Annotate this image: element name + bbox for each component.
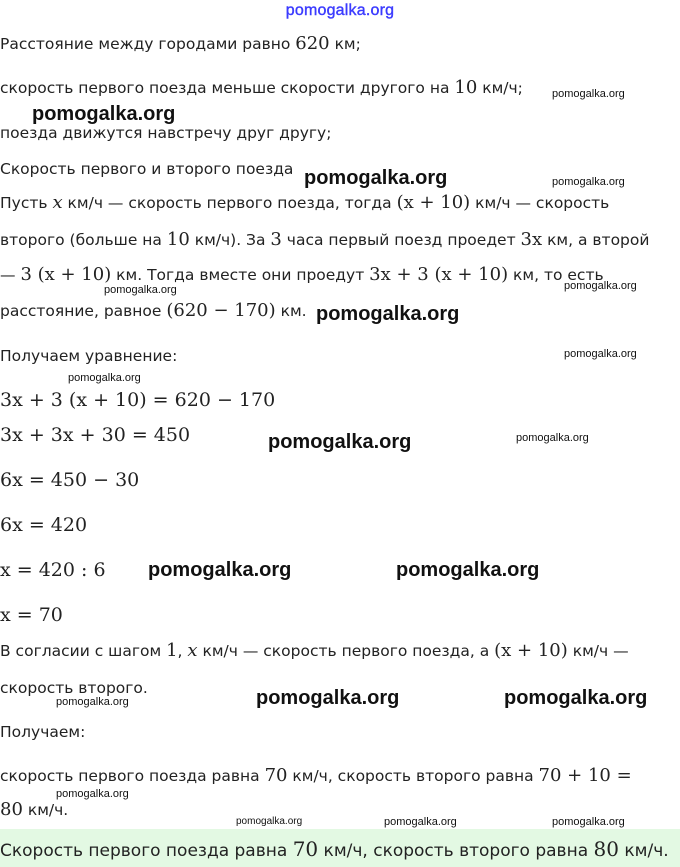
watermark: pomogalka.org <box>504 687 648 709</box>
equation-intro: Получаем уравнение: <box>0 347 178 365</box>
equation-step-5: x = 420 : 6 <box>0 559 106 581</box>
conclusion-line-5: 80 км/ч. <box>0 799 69 820</box>
watermark: pomogalka.org <box>384 816 457 828</box>
watermark: pomogalka.org <box>564 348 637 360</box>
watermark: pomogalka.org <box>104 284 177 296</box>
condition-direction: поезда движутся навстречу друг другу; <box>0 124 332 142</box>
watermark: pomogalka.org <box>564 280 637 292</box>
watermark-header: pomogalka.org <box>285 2 395 19</box>
conclusion-line-2: скорость второго. <box>0 679 148 697</box>
watermark: pomogalka.org <box>56 696 129 708</box>
reasoning-line-1: Пусть x км/ч — скорость первого поезда, тогда (x + 10) км/ч — скорость <box>0 192 610 213</box>
watermark: pomogalka.org <box>68 372 141 384</box>
equation-step-3: 6x = 450 − 30 <box>0 469 140 491</box>
equation-step-2: 3x + 3x + 30 = 450 <box>0 424 191 446</box>
watermark: pomogalka.org <box>552 88 625 100</box>
condition-question: Скорость первого и второго поезда <box>0 160 294 178</box>
watermark: pomogalka.org <box>256 687 400 709</box>
equation-step-1: 3x + 3 (x + 10) = 620 − 170 <box>0 389 276 411</box>
watermark: pomogalka.org <box>236 816 303 827</box>
watermark: pomogalka.org <box>56 788 129 800</box>
reasoning-line-3: — 3 (x + 10) км. Тогда вместе они проедут 3x + 3 (x + 10) км, то есть <box>0 264 604 285</box>
watermark: pomogalka.org <box>316 303 460 325</box>
watermark: pomogalka.org <box>552 176 625 188</box>
watermark: pomogalka.org <box>396 559 540 581</box>
condition-speed-difference: скорость первого поезда меньше скорости другого на 10 км/ч; <box>0 77 523 98</box>
conclusion-line-1: В согласии с шагом 1, x км/ч — скорость первого поезда, а (x + 10) км/ч — <box>0 640 629 661</box>
watermark: pomogalka.org <box>268 431 412 453</box>
equation-step-4: 6x = 420 <box>0 514 88 536</box>
watermark: pomogalka.org <box>304 167 448 189</box>
reasoning-line-2: второго (больше на 10 км/ч). За 3 часа первый поезд проедет 3x км, а второй <box>0 229 650 250</box>
conclusion-line-4: скорость первого поезда равна 70 км/ч, скорость второго равна 70 + 10 = <box>0 765 632 786</box>
condition-distance: Расстояние между городами равно 620 км; <box>0 33 361 54</box>
watermark: pomogalka.org <box>516 432 589 444</box>
watermark: pomogalka.org <box>32 103 176 125</box>
equation-step-6: x = 70 <box>0 604 63 626</box>
answer-text: Скорость первого поезда равна 70 км/ч, скорость второго равна 80 км/ч. <box>0 837 669 861</box>
conclusion-line-3: Получаем: <box>0 723 86 741</box>
reasoning-line-4: расстояние, равное (620 − 170) км. <box>0 300 307 321</box>
watermark: pomogalka.org <box>148 559 292 581</box>
watermark: pomogalka.org <box>552 816 625 828</box>
